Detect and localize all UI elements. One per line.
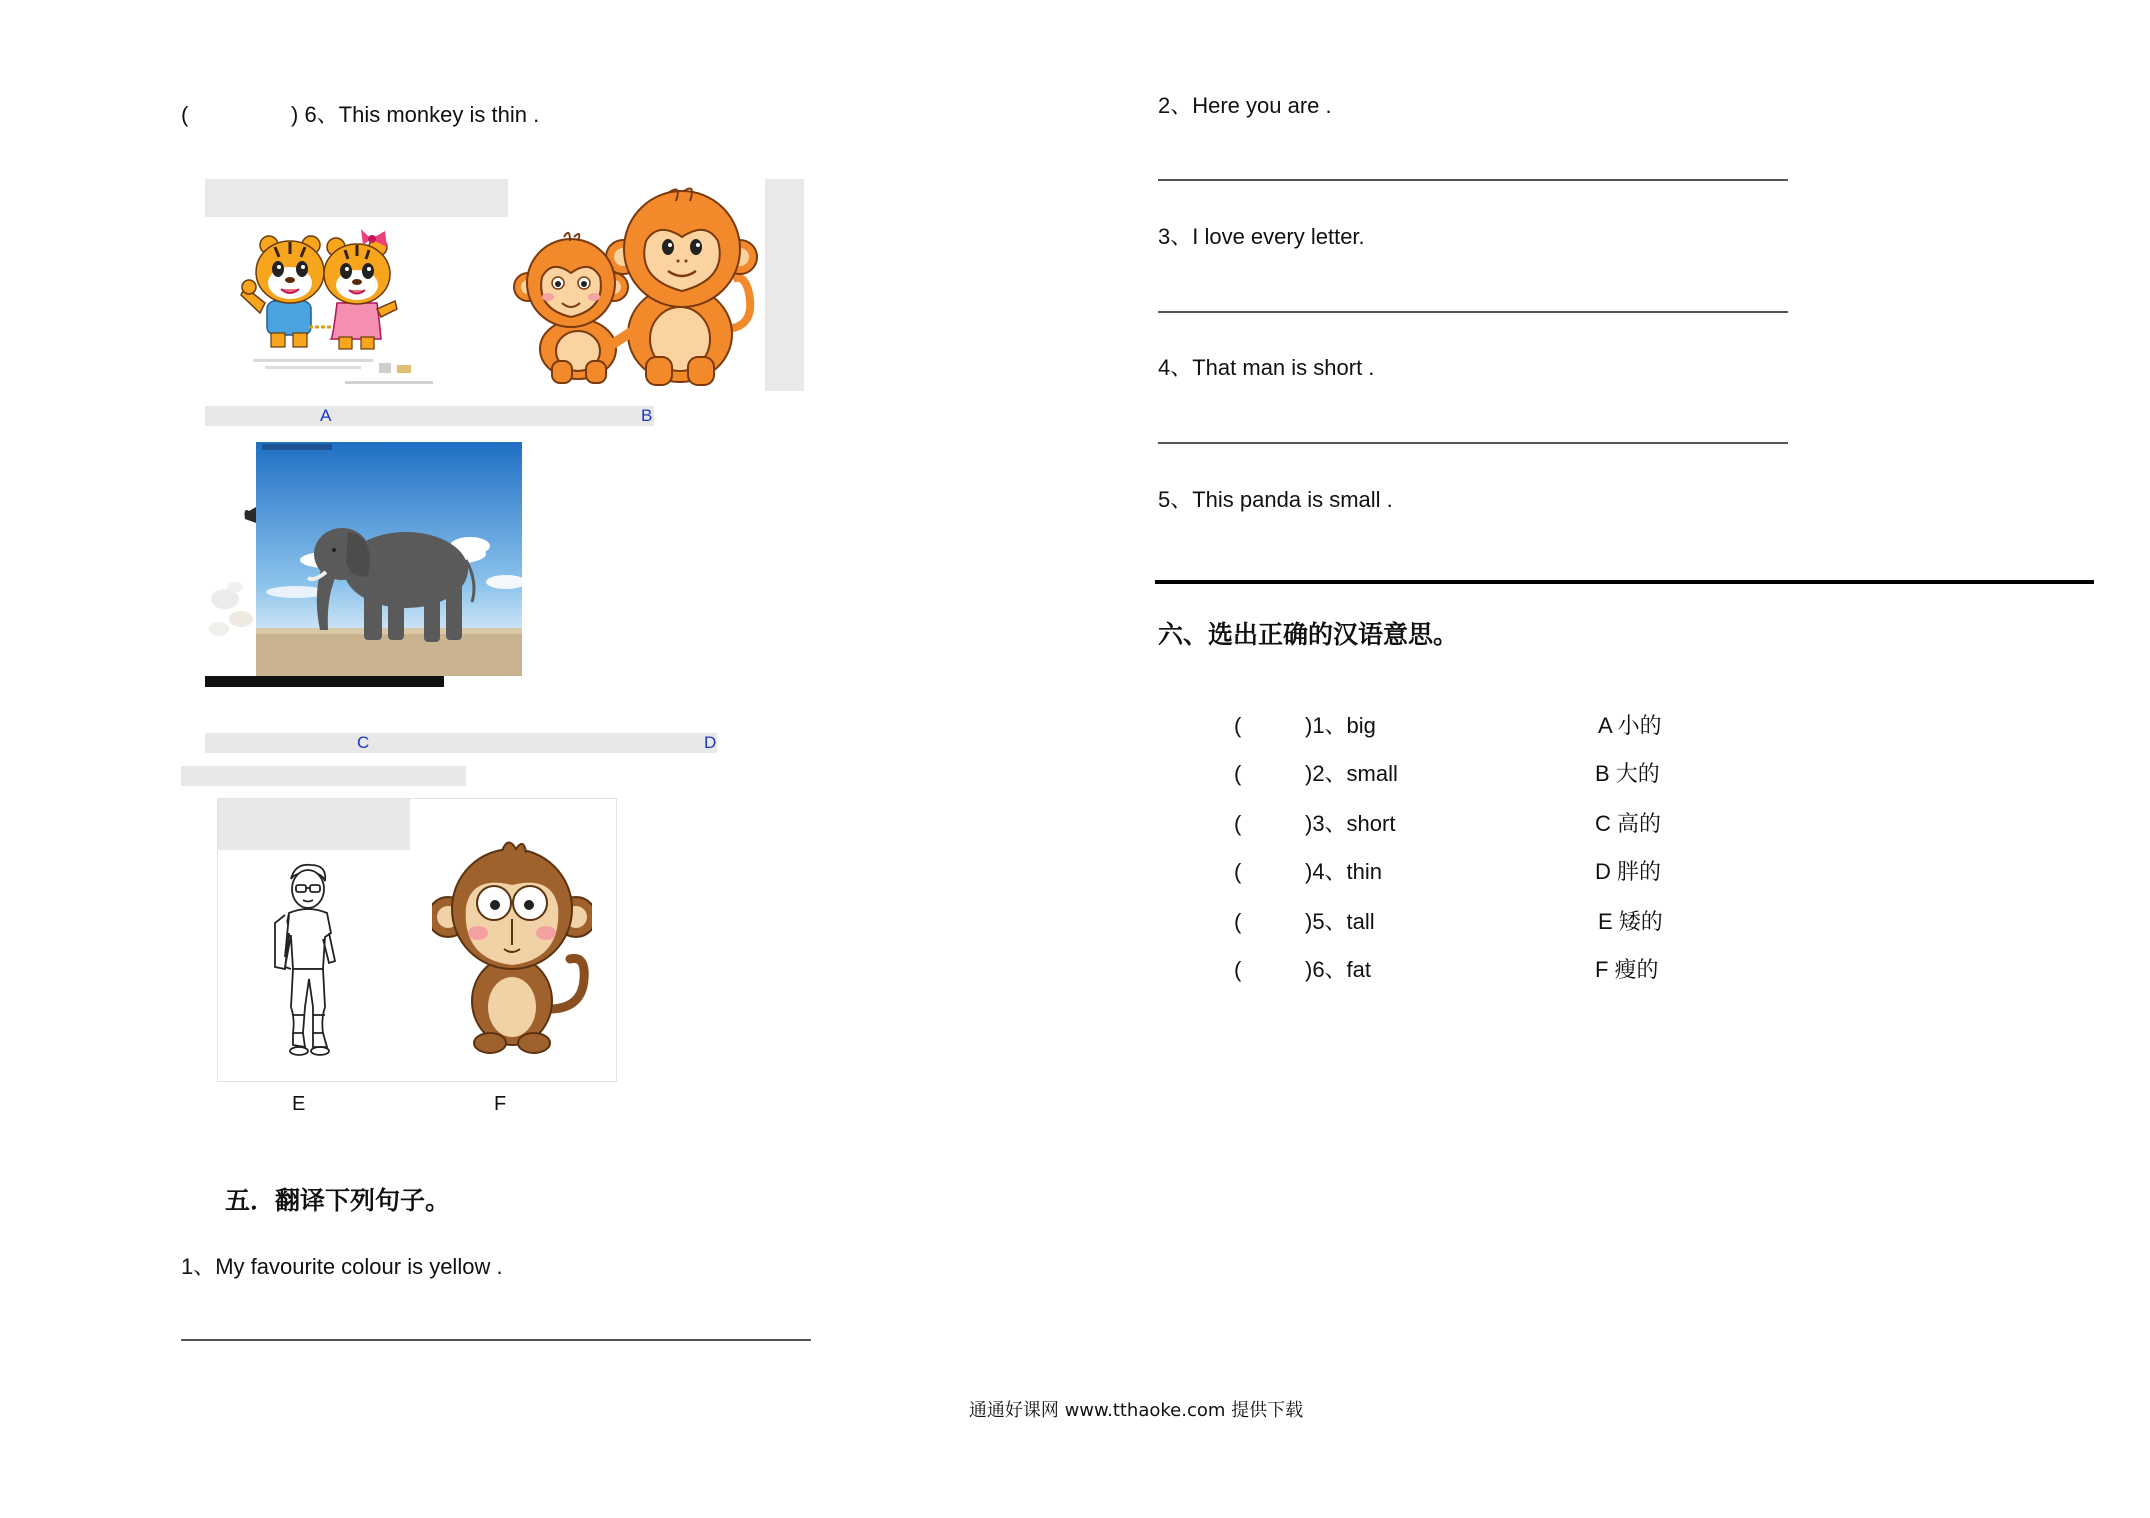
match-row-3-paren: ( bbox=[1234, 811, 1242, 836]
match-row-4-word: )4、thin bbox=[1305, 859, 1383, 884]
label-bar-extra bbox=[181, 766, 466, 786]
section-6-heading: 六、选出正确的汉语意思。 bbox=[1158, 620, 1459, 649]
match-row-6-option: F 瘦的 bbox=[1595, 957, 1659, 982]
translate-item-2: 2、Here you are . bbox=[1158, 93, 1332, 118]
tigers-picture bbox=[205, 217, 508, 391]
man-picture bbox=[265, 857, 349, 1064]
match-row-5-option: E 矮的 bbox=[1598, 909, 1663, 934]
match-row-5-paren: ( bbox=[1234, 909, 1242, 934]
label-c: C bbox=[357, 733, 370, 752]
label-bar-ab bbox=[205, 406, 654, 426]
match-row-6-word: )6、fat bbox=[1305, 957, 1372, 982]
match-row-4-option: D 胖的 bbox=[1595, 859, 1662, 884]
label-f: F bbox=[494, 1093, 507, 1115]
match-row-2-word: )2、small bbox=[1305, 761, 1398, 786]
answer-line-1 bbox=[181, 1339, 811, 1341]
monkey-picture bbox=[432, 829, 592, 1057]
match-row-5-word: )5、tall bbox=[1305, 909, 1375, 934]
match-row-2-option: B 大的 bbox=[1595, 761, 1660, 786]
monkeys-picture bbox=[508, 179, 765, 391]
answer-line-2 bbox=[1158, 179, 1788, 181]
label-e: E bbox=[292, 1093, 306, 1115]
translate-item-4: 4、That man is short . bbox=[1158, 355, 1375, 380]
translate-item-3: 3、I love every letter. bbox=[1158, 224, 1365, 249]
translate-item-5: 5、This panda is small . bbox=[1158, 487, 1393, 512]
match-row-4-paren: ( bbox=[1234, 859, 1242, 884]
caption-bar bbox=[205, 676, 444, 687]
question-6-open-paren: ( bbox=[181, 102, 189, 127]
match-row-3-option: C 高的 bbox=[1595, 811, 1662, 836]
label-bar-cd bbox=[205, 733, 717, 753]
section-divider bbox=[1155, 580, 2094, 584]
answer-line-4 bbox=[1158, 442, 1788, 444]
match-row-1-paren: ( bbox=[1234, 713, 1242, 738]
picture-block-ef bbox=[217, 798, 617, 1082]
faded-picture bbox=[205, 469, 256, 676]
translate-item-1: 1、My favourite colour is yellow . bbox=[181, 1254, 503, 1279]
question-6-text: ) 6、This monkey is thin . bbox=[291, 102, 540, 127]
picture-block-ab bbox=[205, 179, 804, 391]
match-row-1-word: )1、big bbox=[1305, 713, 1376, 738]
elephant-picture bbox=[256, 442, 522, 676]
match-row-2-paren: ( bbox=[1234, 761, 1242, 786]
page-footer: 通通好课网 www.tthaoke.com 提供下载 bbox=[968, 1400, 1304, 1421]
match-row-3-word: )3、short bbox=[1305, 811, 1396, 836]
section-5-heading: 五．翻译下列句子。 bbox=[225, 1186, 451, 1215]
match-row-6-paren: ( bbox=[1234, 957, 1242, 982]
label-b: B bbox=[641, 406, 653, 425]
match-row-1-option: A 小的 bbox=[1598, 713, 1662, 738]
answer-line-3 bbox=[1158, 311, 1788, 313]
label-d: D bbox=[704, 733, 717, 752]
label-a: A bbox=[320, 406, 332, 425]
gray-block bbox=[218, 799, 410, 850]
